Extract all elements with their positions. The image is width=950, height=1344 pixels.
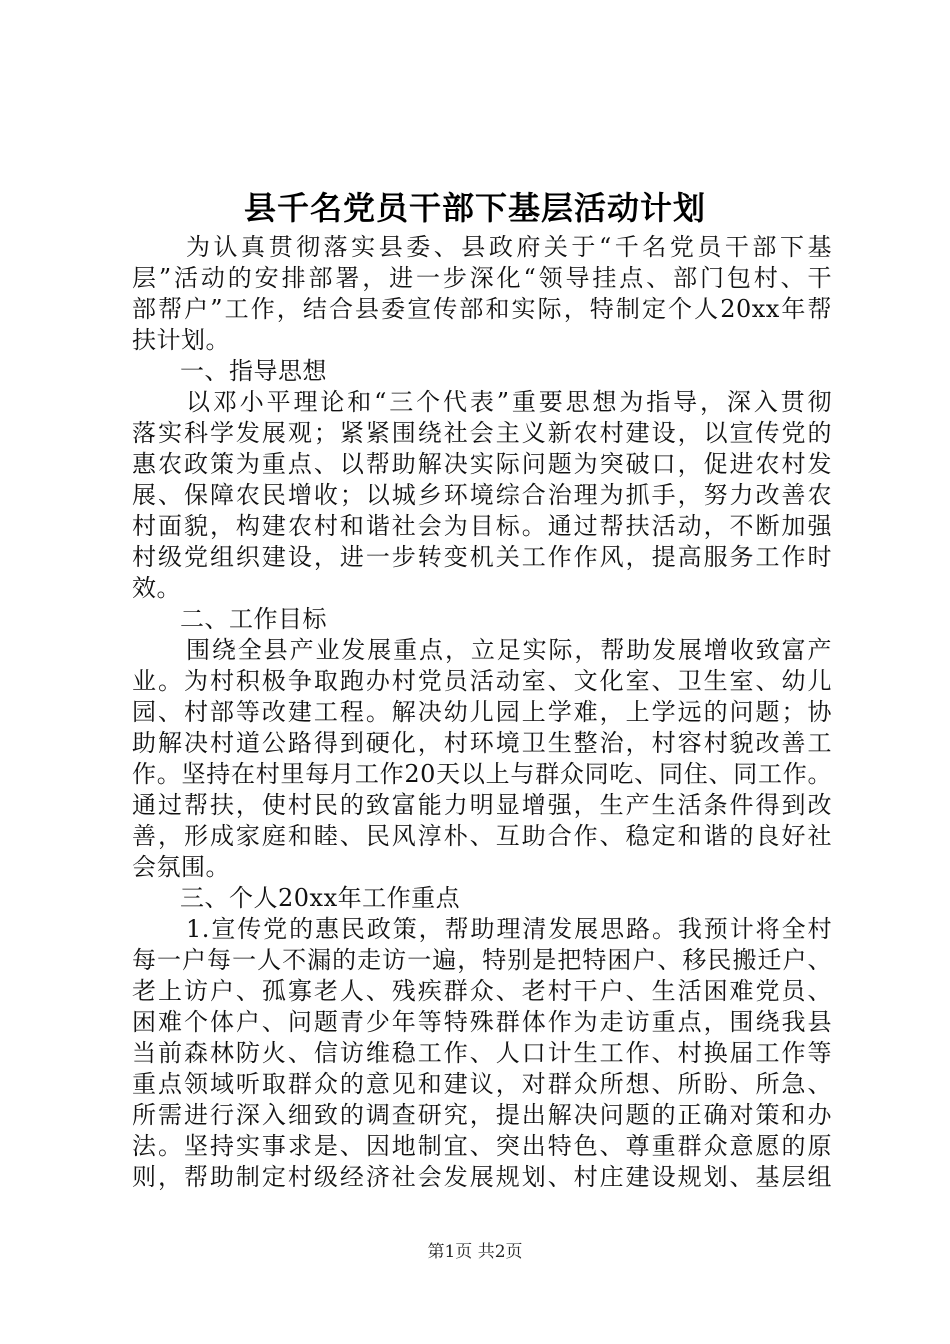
paragraph-line: 层”活动的安排部署，进一步深化“领导挂点、部门包村、干 xyxy=(132,264,832,292)
section-heading: 三、个人20xx年工作重点 xyxy=(180,884,461,912)
paragraph-line: 困难个体户、问题青少年等特殊群体作为走访重点，围绕我县 xyxy=(132,1008,832,1036)
paragraph-line: 助解决村道公路得到硬化，村环境卫生整治，村容村貌改善工 xyxy=(132,729,832,757)
paragraph-line: 老上访户、孤寡老人、残疾群众、老村干户、生活困难党员、 xyxy=(132,977,832,1005)
paragraph-line: 落实科学发展观；紧紧围绕社会主义新农村建设，以宣传党的 xyxy=(132,419,832,447)
paragraph-line: 业。为村积极争取跑办村党员活动室、文化室、卫生室、幼儿 xyxy=(132,667,832,695)
document-body xyxy=(132,232,832,1193)
paragraph-line: 围绕全县产业发展重点，立足实际，帮助发展增收致富产 xyxy=(186,636,832,664)
document-title: 县千名党员干部下基层活动计划 xyxy=(243,189,706,227)
paragraph-line: 则，帮助制定村级经济社会发展规划、村庄建设规划、基层组 xyxy=(132,1163,832,1191)
section-heading: 二、工作目标 xyxy=(180,605,327,633)
paragraph-line: 效。 xyxy=(132,574,181,602)
paragraph-line: 为认真贯彻落实县委、县政府关于“千名党员干部下基 xyxy=(186,233,832,261)
paragraph-line: 重点领域听取群众的意见和建议，对群众所想、所盼、所急、 xyxy=(132,1070,832,1098)
paragraph-line: 通过帮扶，使村民的致富能力明显增强，生产生活条件得到改 xyxy=(132,791,832,819)
paragraph-line: 作。坚持在村里每月工作20天以上与群众同吃、同住、同工作。 xyxy=(132,760,832,788)
paragraph-line: 惠农政策为重点、以帮助解决实际问题为突破口，促进农村发 xyxy=(132,450,832,478)
paragraph-line: 村级党组织建设，进一步转变机关工作作风，提高服务工作时 xyxy=(132,543,832,571)
paragraph-line: 以邓小平理论和“三个代表”重要思想为指导，深入贯彻 xyxy=(186,388,832,416)
paragraph-line: 所需进行深入细致的调查研究，提出解决问题的正确对策和办 xyxy=(132,1101,832,1129)
paragraph-line: 会氛围。 xyxy=(132,853,230,881)
paragraph-line: 部帮户”工作，结合县委宣传部和实际，特制定个人20xx年帮 xyxy=(132,295,832,323)
page-number-footer: 第1页 共2页 xyxy=(427,1242,523,1262)
paragraph-line: 村面貌，构建农村和谐社会为目标。通过帮扶活动，不断加强 xyxy=(132,512,832,540)
paragraph-line: 善，形成家庭和睦、民风淳朴、互助合作、稳定和谐的良好社 xyxy=(132,822,832,850)
paragraph-line: 园、村部等改建工程。解决幼儿园上学难，上学远的问题；协 xyxy=(132,698,832,726)
paragraph-line: 展、保障农民增收；以城乡环境综合治理为抓手，努力改善农 xyxy=(132,481,832,509)
paragraph-line: 每一户每一人不漏的走访一遍，特别是把特困户、移民搬迁户、 xyxy=(132,946,832,974)
paragraph-line: 当前森林防火、信访维稳工作、人口计生工作、村换届工作等 xyxy=(132,1039,832,1067)
paragraph-line: 扶计划。 xyxy=(132,326,230,354)
paragraph-line: 1.宣传党的惠民政策，帮助理清发展思路。我预计将全村 xyxy=(186,915,832,943)
section-heading: 一、指导思想 xyxy=(180,357,327,385)
paragraph-line: 法。坚持实事求是、因地制宜、突出特色、尊重群众意愿的原 xyxy=(132,1132,832,1160)
